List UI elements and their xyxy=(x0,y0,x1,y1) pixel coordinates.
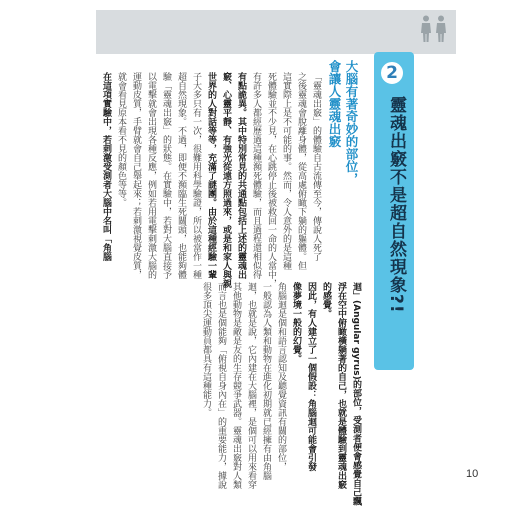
subtitle xyxy=(326,60,360,250)
body-line: 一般認為人類和動物在進化初期就已經擁有由角腦 xyxy=(261,282,271,480)
body-text-top xyxy=(101,72,323,288)
body-line: 子大多只有一次，很難用科學驗證，所以被當作一種 xyxy=(191,72,201,279)
subtitle-line: 會讓人靈魂出竅 xyxy=(327,60,342,148)
header-band xyxy=(96,10,456,54)
section-number-badge: 2 xyxy=(379,60,405,86)
body-line: 迴，也就是說，它內建在大腦裡，是個可以用來看穿 xyxy=(246,282,256,489)
body-line: 驗「靈魂出竅」的狀態。在實驗中，若對大腦直接予 xyxy=(161,72,171,279)
body-line: 以電擊就會出現各種反應，例如若用電擊刺激大腦的 xyxy=(146,72,156,279)
person-icon xyxy=(420,15,432,43)
body-line: 有許多人都經歷過這種瀕死體驗，而且過程還相似得 xyxy=(251,72,261,279)
body-line: 之後靈魂會脫離身體，從高處俯瞰下躺的軀體。但 xyxy=(296,72,306,270)
body-text-bottom xyxy=(183,282,363,506)
body-line: 就會看見原本看不見的顏色等等。 xyxy=(116,72,126,207)
body-line: 運動皮質，手臂就會自己舉起來；若刺激視覺皮質， xyxy=(131,72,141,279)
body-line: 竅、心靈平靜、有強光從遠方照過來，或是和家人與親 xyxy=(221,72,231,288)
body-line: 浮在空中俯瞰橫躺著的自己，也就是體驗到靈魂出竅 xyxy=(336,282,346,489)
page-title: 靈魂出竅不是超自然現象?! xyxy=(386,96,406,314)
body-line: 在這項實驗中，若刺激受測者大腦中名叫「角腦 xyxy=(101,72,111,261)
body-line: 其他動物是敵是友的生存競爭武器。靈魂出竅對人類 xyxy=(231,282,241,489)
body-line: 超自然現象。不過，即便不瀕臨生死關頭，也能夠體 xyxy=(176,72,186,279)
page-number: 10 xyxy=(466,468,479,480)
body-line: 像夢境一般的幻覺。 xyxy=(291,282,301,363)
body-line: 「靈魂出竅」的體驗自古流傳至今，傳說人死了 xyxy=(311,72,321,261)
body-line: 而言也是個能夠「俯視自身內在」的重要能力，據說 xyxy=(216,282,226,489)
body-line: 很多頂尖運動員都具有這種能力。 xyxy=(201,282,211,417)
body-line: 這實際上是不可能的事。然而，令人意外的是這種 xyxy=(281,72,291,270)
body-line: 角腦迴是個和語言認知及聽覺資訊有關的部位， xyxy=(276,282,286,471)
body-line: 世界的人對話等等，充滿了謎團。由於這種經驗一輩 xyxy=(206,72,216,279)
body-line: 有點詭異。其中特別常見的共通點包括上述的靈魂出 xyxy=(236,72,246,279)
subtitle-line: 大腦有著奇妙的部位， xyxy=(344,60,359,185)
person-icon xyxy=(435,15,447,43)
body-line: 的感覺。 xyxy=(321,282,331,318)
body-line: 迴」(Angular gyrus)的部位，受測者便會感覺自己飄 xyxy=(351,282,361,506)
body-line: 死體驗並不少見，在心跳停止後被救回一命的人當中， xyxy=(266,72,276,288)
body-line: 因此，有人建立了一個假設：角腦迴可能會引發 xyxy=(306,282,316,471)
